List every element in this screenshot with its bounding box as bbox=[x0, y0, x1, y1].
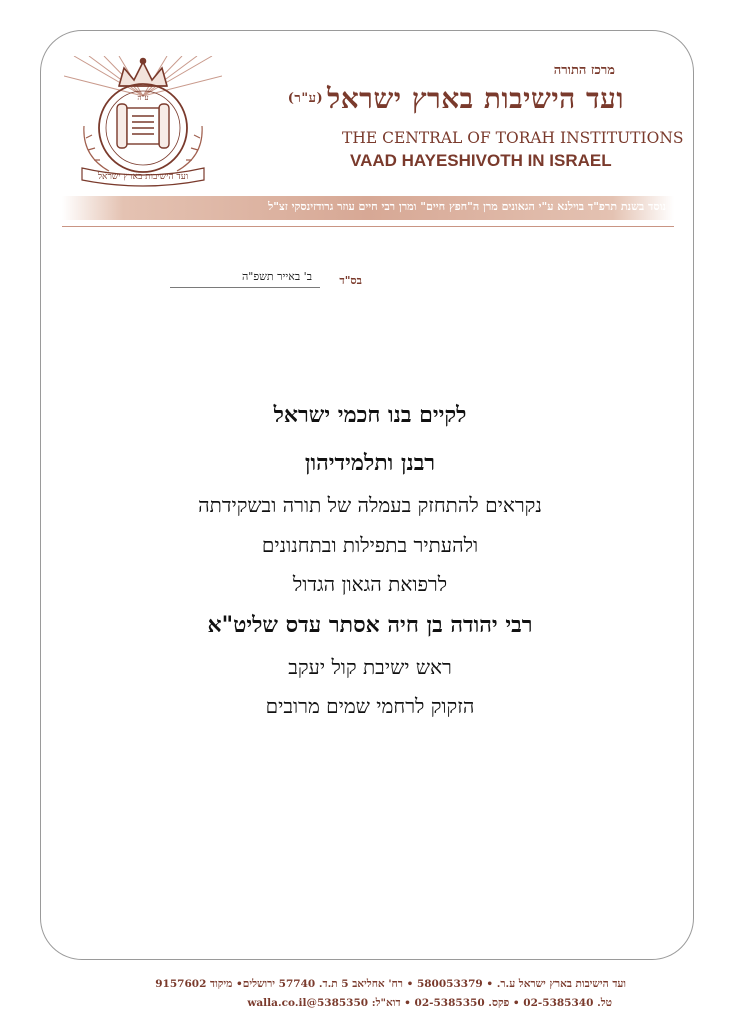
crown-icon bbox=[119, 59, 167, 87]
body-line-6: רבי יהודה בן חיה אסתר עדס שליט"א bbox=[207, 612, 533, 638]
letterhead-title-text: ועד הישיבות בארץ ישראל bbox=[327, 82, 624, 115]
emblem-caption: ועד הישיבות בארץ ישראל bbox=[97, 172, 189, 182]
footer-address: ועד הישיבות בארץ ישראל ע.ר. • 580053379 • רח' אחליאב 5 ת.ד. 57740 ירושלים• מיקוד 9157602 bbox=[155, 978, 626, 990]
letterhead-title-abbr: (ע"ר) bbox=[287, 91, 324, 106]
letterhead-title bbox=[288, 82, 624, 116]
body-line-8: הזקוק לרחמי שמים מרובים bbox=[265, 694, 475, 718]
torah-scroll-icon bbox=[117, 104, 169, 148]
body-line-4: ולהעתיר בתפילות ובתחנונים bbox=[261, 533, 479, 557]
emblem-ring-text: ע"ה bbox=[137, 94, 149, 102]
body-line-1: לקיים בנו חכמי ישראל bbox=[273, 402, 467, 428]
letterhead-subtitle: מרכז התורה bbox=[553, 63, 615, 78]
letter-date: ב' באייר תשפ"ה bbox=[241, 270, 312, 283]
header-divider bbox=[62, 226, 674, 227]
date-underline bbox=[170, 287, 320, 288]
body-line-2: רבנן ותלמידיהון bbox=[304, 450, 436, 476]
footer-contact: טל. 02-5385340 • פקס. 02-5385350 • דוא"ל: 5385350@walla.co.il bbox=[247, 997, 612, 1009]
body-line-3: נקראים להתחזק בעמלה של תורה ובשקידתה bbox=[198, 493, 542, 517]
founded-text: נוסד בשנת תרפ"ד בוילנא ע"י הגאונים מרן ה"חפץ חיים" ומרן רבי חיים עוזר גרודזינסקי זצ"ל bbox=[268, 200, 666, 213]
letterhead-english-line1: THE CENTRAL OF TORAH INSTITUTIONS bbox=[342, 129, 684, 147]
yeshivot-emblem bbox=[64, 56, 222, 188]
body-line-5: לרפואת הגאון הגדול bbox=[292, 572, 448, 596]
bsd-mark: בס"ד bbox=[339, 274, 362, 287]
letterhead-english-line2: VAAD HAYESHIVOTH IN ISRAEL bbox=[350, 151, 612, 170]
body-line-7: ראש ישיבת קול יעקב bbox=[288, 655, 452, 679]
